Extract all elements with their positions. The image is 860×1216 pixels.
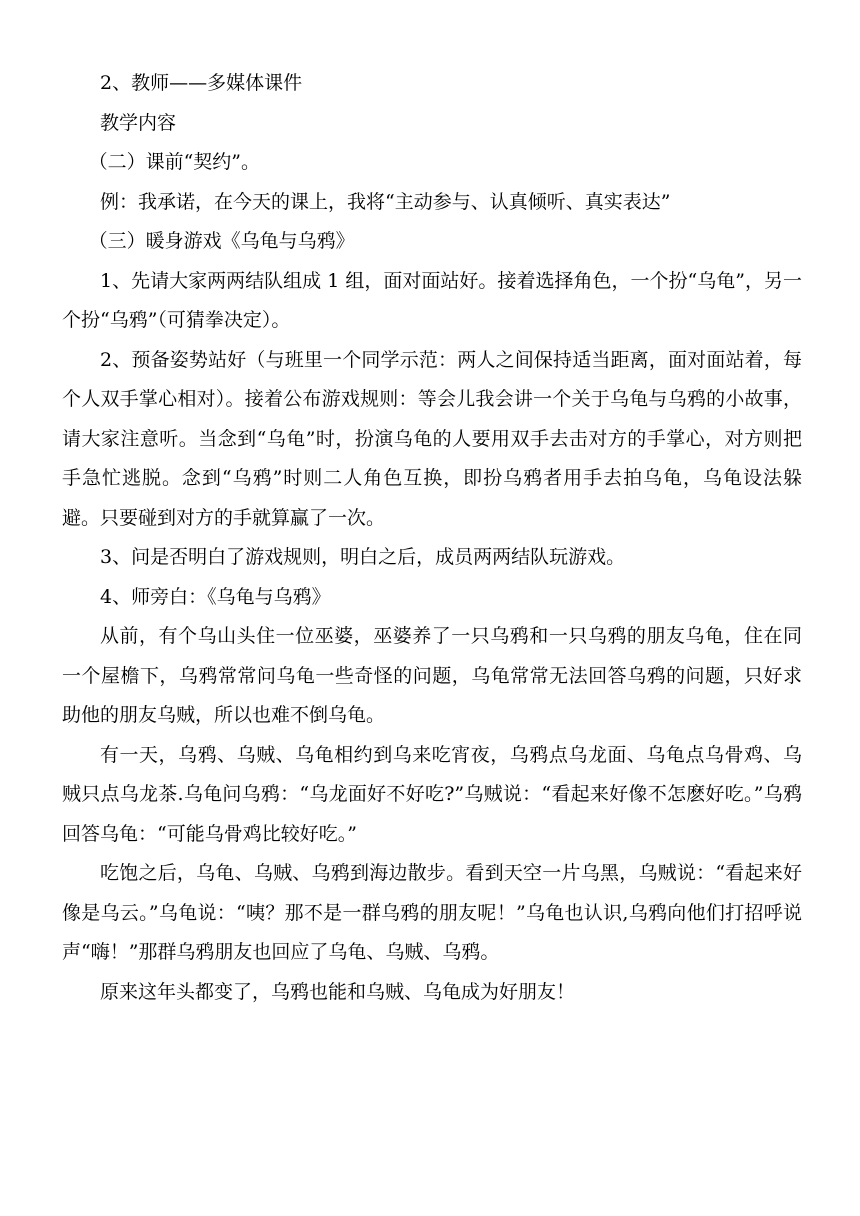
paragraph-step-2: 2、预备姿势站好（与班里一个同学示范：两人之间保持适当距离，面对面站着，每个人双手掌心相对）。接着公布游戏规则：等会儿我会讲一个关于乌龟与乌鸦的小故事，请大家注意听。当念到“乌龟”时，扮演乌龟的人要用双手去击对方的手掌心，对方则把手急忙逃脱。念到“乌鸦”时则二人角色互换，即扮乌鸦者用手去拍乌龟，乌龟设法躲避。只要碰到对方的手就算赢了一次。 [62, 348, 802, 529]
paragraph-content-heading: 教学内容 [100, 111, 177, 134]
paragraph-story-2: 有一天，乌鸦、乌贼、乌龟相约到乌来吃宵夜，乌鸦点乌龙面、乌龟点乌骨鸡、乌贼只点乌龙茶.乌龟问乌鸦：“乌龙面好不好吃?”乌贼说：“看起来好像不怎麽好吃。”乌鸦回答乌龟：“可能乌骨鸡比较好吃。” [62, 743, 802, 845]
paragraph-story-ending: 原来这年头都变了，乌鸦也能和乌贼、乌龟成为好朋友！ [100, 980, 576, 1003]
paragraph-contract-example: 例：我承诺，在今天的课上，我将“主动参与、认真倾听、真实表达” [100, 190, 671, 213]
paragraph-section-warmup: （三）暖身游戏《乌龟与乌鸦》 [88, 230, 355, 252]
paragraph-materials: 2、教师——多媒体课件 [100, 72, 303, 94]
paragraph-step-3: 3、问是否明白了游戏规则，明白之后，成员两两结队玩游戏。 [100, 546, 626, 568]
paragraph-section-contract: （二）课前“契约”。 [88, 151, 261, 173]
document-body [62, 64, 802, 1012]
paragraph-story-1: 从前，有个乌山头住一位巫婆，巫婆养了一只乌鸦和一只乌鸦的朋友乌龟，住在同一个屋檐下，乌鸦常常问乌龟一些奇怪的问题，乌龟常常无法回答乌鸦的问题，只好求助他的朋友乌贼，所以也难不倒乌龟。 [62, 625, 802, 726]
paragraph-story-3: 吃饱之后，乌龟、乌贼、乌鸦到海边散步。看到天空一片乌黑，乌贼说：“看起来好像是乌云。”乌龟说：“咦？那不是一群乌鸦的朋友呢！”乌龟也认识,乌鸦向他们打招呼说声“嗨！”那群乌鸦朋友也回应了乌龟、乌贼、乌鸦。 [62, 862, 802, 963]
paragraph-step-1: 1、先请大家两两结队组成 1 组，面对面站好。接着选择角色，一个扮“乌龟”，另一个扮“乌鸦”（可猜拳决定）。 [62, 269, 802, 331]
paragraph-step-4: 4、师旁白：《乌龟与乌鸦》 [100, 585, 331, 608]
